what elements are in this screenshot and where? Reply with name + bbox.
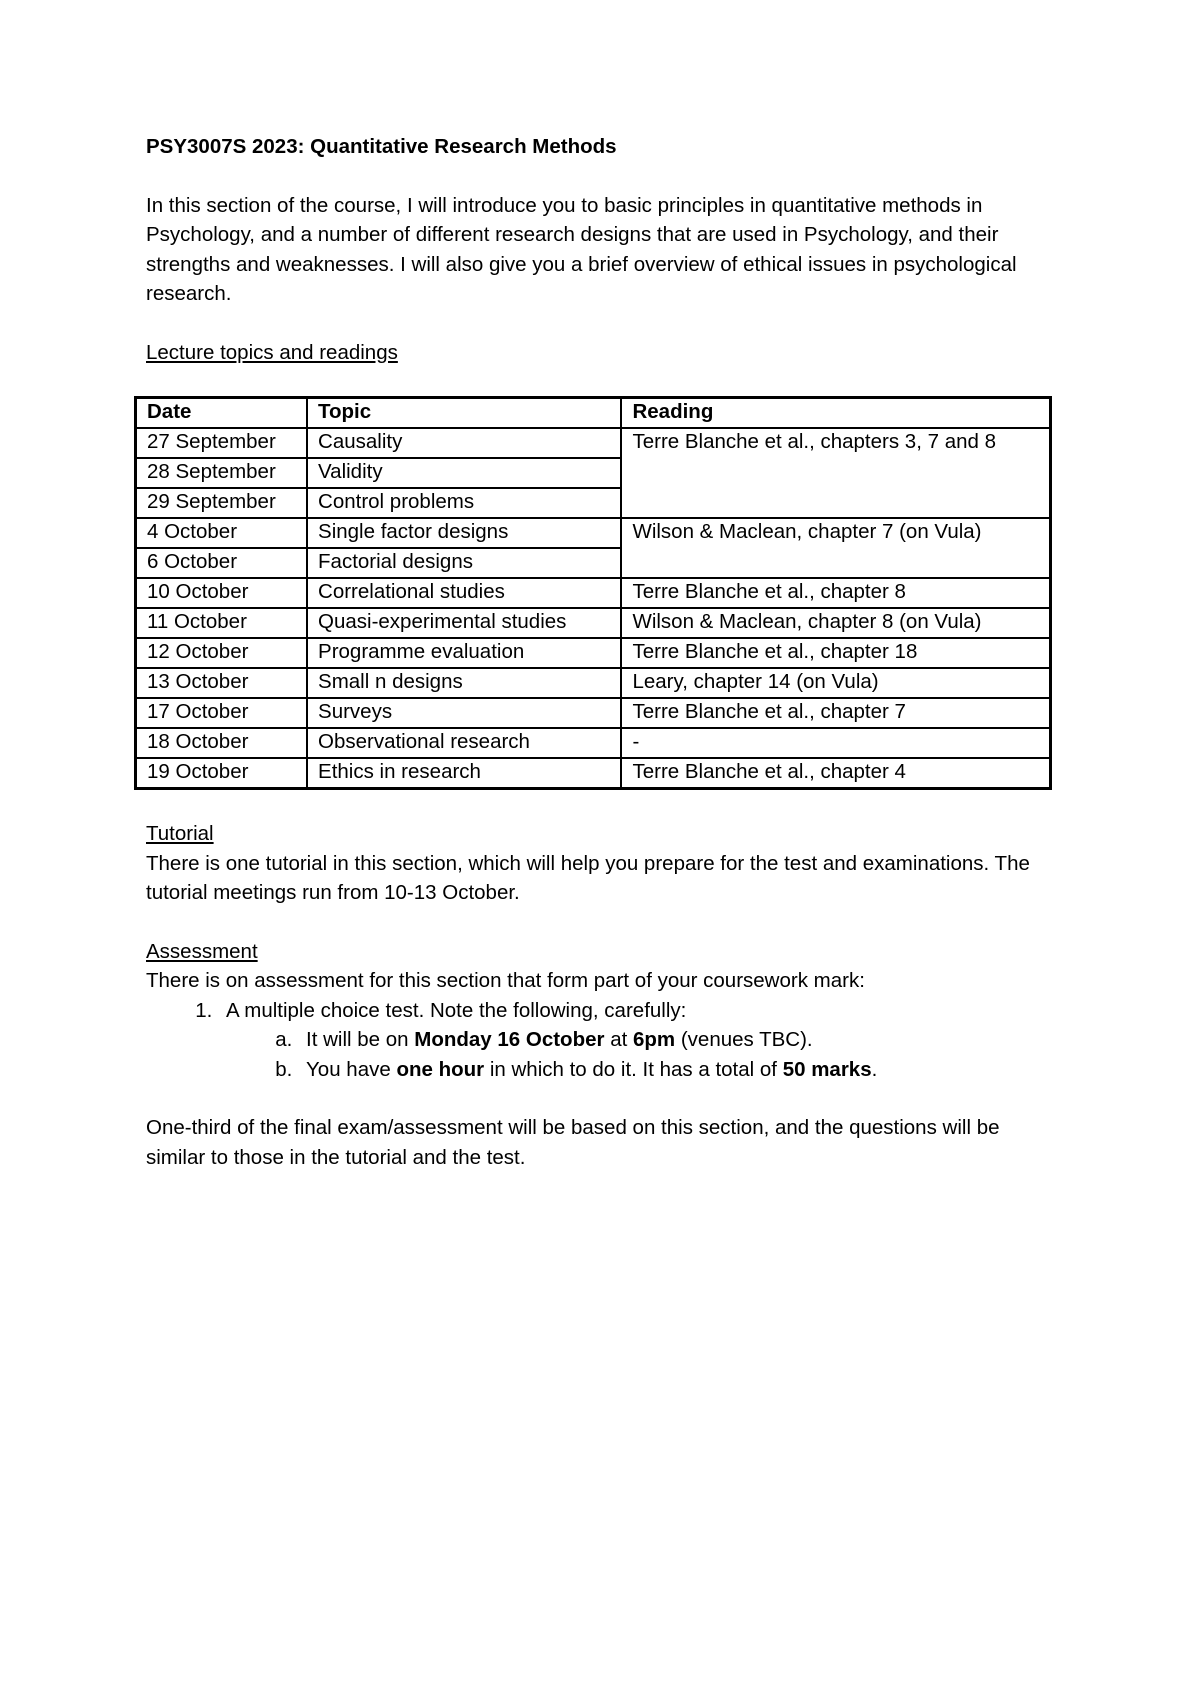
closing-paragraph: One-third of the final exam/assessment will be based on this section, and the questions will be similar to those in the tutorial and the test.: [146, 1116, 1000, 1169]
row-date: 28 September: [136, 458, 308, 488]
table-row: [136, 428, 1051, 458]
row-reading: Terre Blanche et al., chapters 3, 7 and 8: [621, 428, 1050, 518]
row-reading: Terre Blanche et al., chapter 7: [621, 698, 1050, 728]
row-topic: Surveys: [307, 698, 621, 728]
header-topic: Topic: [307, 398, 621, 429]
assessment-sublist: [226, 1025, 1056, 1084]
assessment-item-1-text: A multiple choice test. Note the following, carefully:: [226, 998, 687, 1022]
row-reading: Terre Blanche et al., chapter 8: [621, 578, 1050, 608]
sub-b-marks: 50 marks: [782, 1057, 872, 1081]
row-date: 6 October: [136, 548, 308, 578]
row-date: 4 October: [136, 518, 308, 548]
row-topic: Programme evaluation: [307, 638, 621, 668]
row-reading: Terre Blanche et al., chapter 4: [621, 758, 1050, 789]
document-title: PSY3007S 2023: Quantitative Research Methods: [146, 135, 617, 158]
row-topic: Ethics in research: [307, 758, 621, 789]
assessment-heading: Assessment: [146, 939, 258, 963]
spacer: [146, 1084, 1056, 1113]
table-row: [136, 578, 1051, 608]
sub-b-duration: one hour: [396, 1057, 485, 1081]
table-row: [136, 668, 1051, 698]
sub-a-time: 6pm: [633, 1028, 676, 1051]
row-reading: Terre Blanche et al., chapter 18: [621, 638, 1050, 668]
row-date: 29 September: [136, 488, 308, 518]
row-date: 19 October: [136, 758, 308, 789]
row-date: 13 October: [136, 668, 308, 698]
sub-a-text-3: (venues TBC).: [675, 1028, 813, 1051]
row-topic: Control problems: [307, 488, 621, 518]
row-reading: -: [621, 728, 1050, 758]
assessment-sub-item-b: [298, 1055, 1056, 1085]
row-topic: Small n designs: [307, 668, 621, 698]
row-date: 11 October: [136, 608, 308, 638]
header-reading: Reading: [621, 398, 1050, 429]
row-topic: Correlational studies: [307, 578, 621, 608]
table-header-row: [136, 398, 1051, 429]
row-topic: Factorial designs: [307, 548, 621, 578]
sub-b-text-2: in which to do it. It has a total of: [484, 1057, 783, 1081]
row-topic: Quasi-experimental studies: [307, 608, 621, 638]
tutorial-heading: Tutorial: [146, 822, 214, 845]
lecture-schedule-table: [134, 396, 1052, 790]
row-topic: Single factor designs: [307, 518, 621, 548]
assessment-paragraph: There is on assessment for this section that form part of your coursework mark:: [146, 969, 865, 992]
assessment-item-1: [218, 996, 1056, 1085]
table-row: [136, 758, 1051, 789]
sub-a-text-2: at: [604, 1028, 633, 1051]
header-date: Date: [136, 398, 308, 429]
sub-a-date: Monday 16 October: [414, 1028, 605, 1051]
lecture-topics-heading: Lecture topics and readings: [146, 340, 398, 364]
row-date: 12 October: [136, 638, 308, 668]
row-reading: Wilson & Maclean, chapter 7 (on Vula): [621, 518, 1050, 578]
row-topic: Causality: [307, 428, 621, 458]
table-row: [136, 698, 1051, 728]
table-row: [136, 638, 1051, 668]
sub-b-text-3: .: [871, 1057, 878, 1081]
assessment-list: [146, 996, 1056, 1085]
tutorial-paragraph: There is one tutorial in this section, which will help you prepare for the test and examinations. The tutorial meetings run from 10-13 October.: [146, 851, 1030, 904]
document-page: [146, 132, 1056, 1201]
row-date: 18 October: [136, 728, 308, 758]
assessment-sub-item-a: [298, 1025, 1056, 1055]
sub-a-text-1: It will be on: [306, 1028, 415, 1051]
sub-b-text-1: You have: [306, 1057, 397, 1081]
row-topic: Observational research: [307, 728, 621, 758]
row-reading: Leary, chapter 14 (on Vula): [621, 668, 1050, 698]
intro-paragraph: In this section of the course, I will introduce you to basic principles in quantitative methods in Psychology, and a number of different research designs that are used in Psychology, and their strengths and weaknesses. I will also give you a brief overview of ethical issues in psychological research.: [146, 193, 1017, 305]
row-date: 17 October: [136, 698, 308, 728]
row-topic: Validity: [307, 458, 621, 488]
table-row: [136, 608, 1051, 638]
table-row: [136, 728, 1051, 758]
row-date: 27 September: [136, 428, 308, 458]
row-reading: Wilson & Maclean, chapter 8 (on Vula): [621, 608, 1050, 638]
table-row: [136, 518, 1051, 548]
row-date: 10 October: [136, 578, 308, 608]
